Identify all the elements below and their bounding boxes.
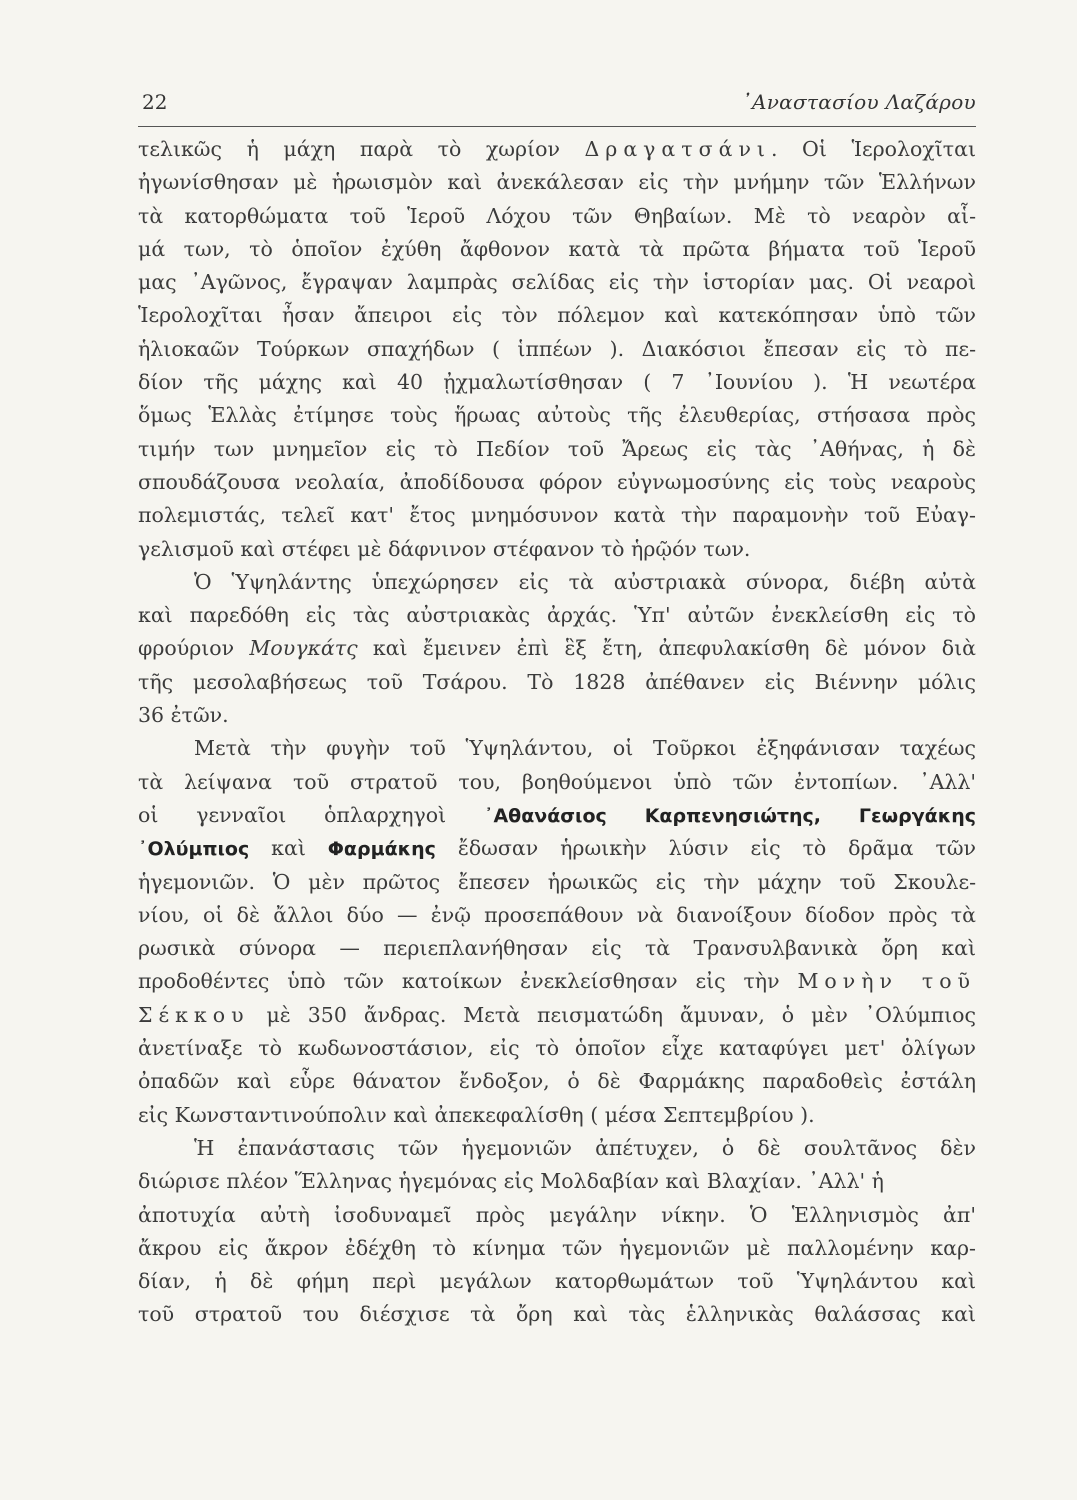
text-run: εἰς Κωνσταντινούπολιν καὶ ἀπεκεφαλίσθη ( μέσα Σεπτεμβρίου ). [138,1102,815,1127]
text-line [138,1099,976,1132]
text-line [138,965,976,998]
text-run: καὶ [249,836,328,861]
page-header [138,86,976,127]
text-line [138,1132,976,1165]
text-run: οἱ γενναῖοι ὁπλαρχηγοὶ [138,802,484,827]
text-run: καὶ ἔμεινεν ἐπὶ ἓξ ἔτη, ἀπεφυλακίσθη δὲ μόνον διὰ [357,636,976,661]
text-run: πολεμιστάς, τελεῖ κατ' ἔτος μνημόσυνον κατὰ τὴν παραμονὴν τοῦ Εὐαγ- [138,503,976,528]
text-line [138,932,976,965]
running-title: ᾿Αναστασίου Λαζάρου [741,90,976,114]
page-number: 22 [142,90,168,114]
text-line [138,233,976,266]
text-run: γελισμοῦ καὶ στέφει μὲ δάφνινον στέφανον τὸ ἡρῷόν των. [138,536,751,561]
text-line [138,533,976,566]
text-line [138,366,976,399]
text-run: ὅμως Ἑλλὰς ἐτίμησε τοὺς ἥρωας αὐτοὺς τῆς ἐλευθερίας, στήσασα πρὸς [138,403,976,428]
text-line [138,466,976,499]
text-line [138,666,976,699]
spaced-text: Σέκκου [138,1002,250,1027]
text-run: τελικῶς ἡ μάχη παρὰ τὸ χωρίον [138,137,585,161]
text-line [138,1165,976,1198]
text-line [138,732,976,765]
text-run: ὀπαδῶν καὶ εὗρε θάνατον ἔνδοξον, ὁ δὲ Φαρμάκης παραδοθεὶς ἐστάλη [138,1069,976,1094]
text-line [138,399,976,432]
text-run: τὰ λείψανα τοῦ στρατοῦ του, βοηθούμενοι ὑπὸ τῶν ἐντοπίων. ᾿Αλλ' [138,769,976,794]
text-run: τῆς μεσολαβήσεως τοῦ Τσάρου. Τὸ 1828 ἀπέθανεν εἰς Βιέννην μόλις [138,669,976,694]
text-line [138,699,976,732]
text-line [138,433,976,466]
spaced-text: Δραγατσάνι [584,137,771,161]
text-run: ἀποτυχία αὐτὴ ἰσοδυναμεῖ πρὸς μεγάλην νίκην. Ὁ Ἑλληνισμὸς ἀπ' [138,1202,976,1227]
text-run: μὲ 350 ἄνδρας. Μετὰ πεισματώδη ἄμυναν, ὁ μὲν ᾿Ολύμπιος [249,1002,976,1027]
text-run: καὶ παρεδόθη εἰς τὰς αὐστριακὰς ἀρχάς. Ὑπ' αὐτῶν ἐνεκλείσθη εἰς τὸ [138,603,976,628]
text-run: σπουδάζουσα νεολαία, ἀποδίδουσα φόρον εὐγνωμοσύνης εἰς τοὺς νεαροὺς [138,469,976,494]
text-run: ἠγωνίσθησαν μὲ ἡρωισμὸν καὶ ἀνεκάλεσαν εἰς τὴν μνήμην τῶν Ἑλλήνων [138,170,976,195]
bold-name: ᾿Ολύμπιος [138,838,250,861]
text-line [138,166,976,199]
text-run: ἄκρου εἰς ἄκρον ἐδέχθη τὸ κίνημα τῶν ἡγεμονιῶν μὲ παλλομένην καρ- [138,1235,976,1260]
spaced-text: Μονὴν τοῦ [797,969,976,994]
italic-text: Μουγκάτς [249,636,358,661]
bold-name: ᾿Αθανάσιος Καρπενησιώτης, Γεωργάκης [483,804,976,827]
text-line [138,899,976,932]
text-run: τὰ κατορθώματα τοῦ Ἱεροῦ Λόχου τῶν Θηβαίων. Μὲ τὸ νεαρὸν αἷ- [138,203,976,228]
text-run: δίαν, ἡ δὲ φήμη περὶ μεγάλων κατορθωμάτων τοῦ Ὑψηλάντου καὶ [138,1269,976,1294]
text-run: νίου, οἱ δὲ ἄλλοι δύο — ἐνῷ προσεπάθουν νὰ διανοίξουν δίοδον πρὸς τὰ [138,902,976,927]
text-line [138,133,976,166]
text-line [138,499,976,532]
text-run: φρούριον [138,636,250,661]
text-run: 36 ἐτῶν. [138,703,229,728]
text-line [138,866,976,899]
text-line [138,832,976,865]
text-run: διώρισε πλέον Ἕλληνας ἡγεμόνας εἰς Μολδαβίαν καὶ Βλαχίαν. ᾿Αλλ' ἡ [138,1169,884,1194]
text-run: Ἡ ἐπανάστασις τῶν ἡγεμονιῶν ἀπέτυχεν, ὁ δὲ σουλτᾶνος δὲν [194,1135,976,1160]
text-run: προδοθέντες ὑπὸ τῶν κατοίκων ἐνεκλείσθησαν εἰς τὴν [138,969,798,994]
text-line [138,1265,976,1298]
text-run: Ὁ Ὑψηλάντης ὑπεχώρησεν εἰς τὰ αὐστριακὰ σύνορα, διέβη αὐτὰ [194,569,976,594]
text-line [138,266,976,299]
text-run: ρωσικὰ σύνορα — περιεπλανήθησαν εἰς τὰ Τρανσυλβανικὰ ὄρη καὶ [138,936,976,961]
text-run: ἔδωσαν ἡρωικὴν λύσιν εἰς τὸ δρᾶμα τῶν [435,836,976,861]
body-text [138,133,976,1332]
text-run: ἡγεμονιῶν. Ὁ μὲν πρῶτος ἔπεσεν ἡρωικῶς εἰς τὴν μάχην τοῦ Σκουλε- [138,869,976,894]
text-run: τοῦ στρατοῦ του διέσχισε τὰ ὄρη καὶ τὰς ἑλληνικὰς θαλάσσας καὶ [138,1302,976,1327]
text-run: μά των, τὸ ὁποῖον ἐχύθη ἄφθονον κατὰ τὰ πρῶτα βήματα τοῦ Ἱεροῦ [138,236,976,261]
text-line [138,1065,976,1098]
text-line [138,599,976,632]
text-run: ἀνετίναξε τὸ κωδωνοστάσιον, εἰς τὸ ὁποῖον εἶχε καταφύγει μετ' ὀλίγων [138,1036,976,1061]
text-run: μας ᾿Αγῶνος, ἔγραψαν λαμπρὰς σελίδας εἰς τὴν ἱστορίαν μας. Οἱ νεαροὶ [138,270,976,295]
text-line [138,566,976,599]
text-run: Μετὰ τὴν φυγὴν τοῦ Ὑψηλάντου, οἱ Τοῦρκοι ἐξηφάνισαν ταχέως [194,736,976,761]
text-line [138,1232,976,1265]
text-line [138,1032,976,1065]
text-run: . Οἱ Ἱερολοχῖται [770,137,976,161]
bold-name: Φαρμάκης [327,838,436,861]
text-line [138,799,976,832]
text-run: δίον τῆς μάχης καὶ 40 ᾐχμαλωτίσθησαν ( 7 ᾿Ιουνίου ). Ἡ νεωτέρα [138,370,976,395]
text-line [138,632,976,665]
text-line [138,999,976,1032]
text-line [138,766,976,799]
text-run: ἡλιοκαῶν Τούρκων σπαχήδων ( ἱππέων ). Διακόσιοι ἔπεσαν εἰς τὸ πε- [138,336,976,361]
text-run: Ἱερολοχῖται ἦσαν ἄπειροι εἰς τὸν πόλεμον καὶ κατεκόπησαν ὑπὸ τῶν [138,303,976,328]
text-line [138,1298,976,1331]
text-line [138,1199,976,1232]
text-line [138,200,976,233]
text-run: τιμήν των μνημεῖον εἰς τὸ Πεδίον τοῦ Ἄρεως εἰς τὰς ᾿Αθήνας, ἡ δὲ [138,436,976,461]
text-line [138,333,976,366]
text-line [138,299,976,332]
